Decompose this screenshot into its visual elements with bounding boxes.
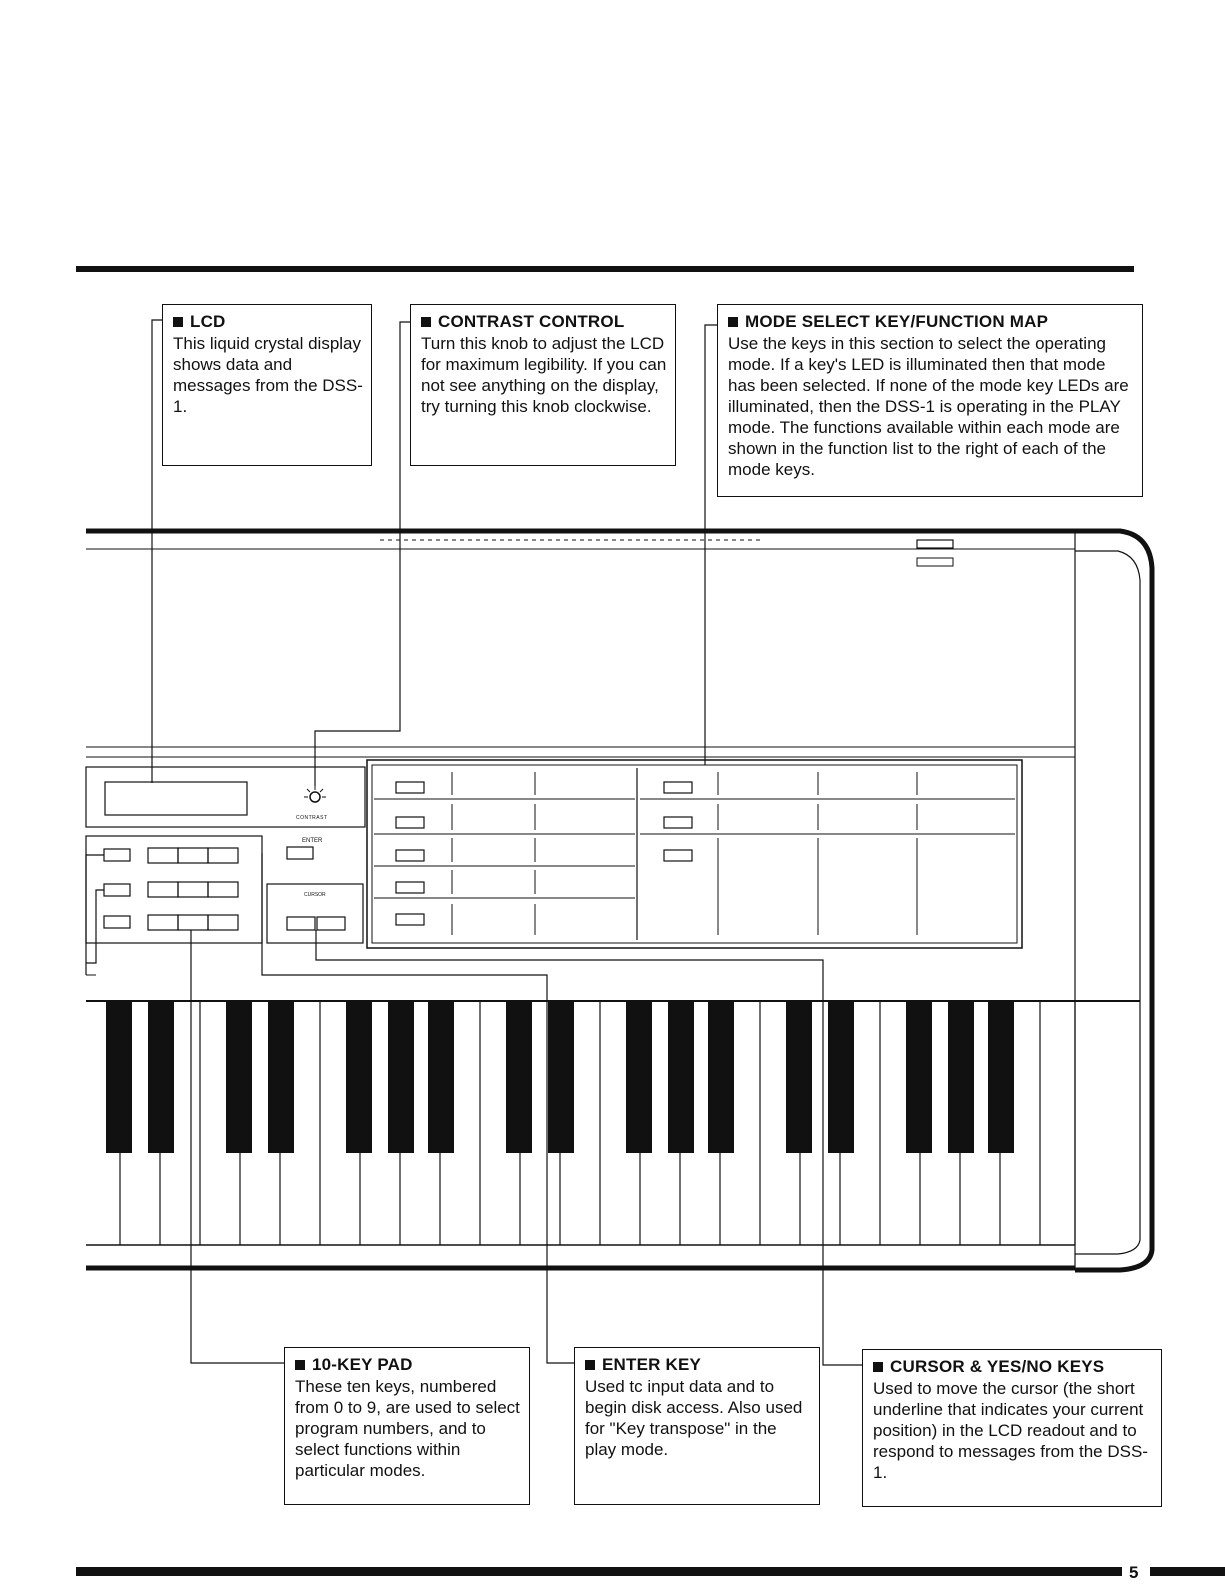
page-number: 5 (1129, 1563, 1139, 1582)
callout-cursor-body: Used to move the cursor (the short underline that indicates your current position) in the LCD readout and to respond to messages from the DSS-1. (873, 1379, 1148, 1482)
callout-enter-title: ENTER KEY (602, 1355, 702, 1374)
callout-lcd-title: LCD (190, 312, 226, 331)
callout-contrast-control (410, 304, 676, 466)
callout-lcd-body: This liquid crystal display shows data and messages from the DSS-1. (173, 334, 363, 416)
callout-tenkey-heading (295, 1354, 521, 1375)
callout-contrast-heading (421, 311, 667, 332)
callout-mode-body: Use the keys in this section to select the operating mode. If a key's LED is illuminated then that mode has been selected. If none of the mode key LEDs are illuminated, then the DSS-1 is operating in the PLAY mode. The functions available within each mode are shown in the function list to the right of each of the mode keys. (728, 334, 1129, 479)
callout-tenkey-body: These ten keys, numbered from 0 to 9, are used to select program numbers, and to select functions within particular modes. (295, 1377, 520, 1480)
callout-enter-heading (585, 1354, 811, 1375)
callout-enter-body: Used tc input data and to begin disk access. Also used for "Key transpose" in the play mode. (585, 1377, 803, 1459)
bullet-square-icon (873, 1362, 883, 1372)
callout-lcd (162, 304, 372, 466)
callout-mode-heading (728, 311, 1134, 332)
callout-contrast-title: CONTRAST CONTROL (438, 312, 625, 331)
bullet-square-icon (173, 317, 183, 327)
callout-mode-select (717, 304, 1143, 497)
bullet-square-icon (585, 1360, 595, 1370)
callout-cursor-heading (873, 1356, 1153, 1377)
callout-mode-title: MODE SELECT KEY/FUNCTION MAP (745, 312, 1049, 331)
callout-tenkey-title: 10-KEY PAD (312, 1355, 413, 1374)
bullet-square-icon (295, 1360, 305, 1370)
callout-cursor-title: CURSOR & YES/NO KEYS (890, 1357, 1105, 1376)
enter-key-label: ENTER (302, 838, 323, 844)
bullet-square-icon (421, 317, 431, 327)
callout-10-key-pad (284, 1347, 530, 1505)
bullet-square-icon (728, 317, 738, 327)
callout-contrast-body: Turn this knob to adjust the LCD for maximum legibility. If you can not see anything on the display, try turning this knob clockwise. (421, 334, 667, 416)
callout-lcd-heading (173, 311, 363, 332)
callout-cursor-keys (862, 1349, 1162, 1507)
contrast-knob-label: CONTRAST (296, 815, 328, 821)
callout-enter-key (574, 1347, 820, 1505)
cursor-keys-label: CURSOR (304, 892, 326, 898)
